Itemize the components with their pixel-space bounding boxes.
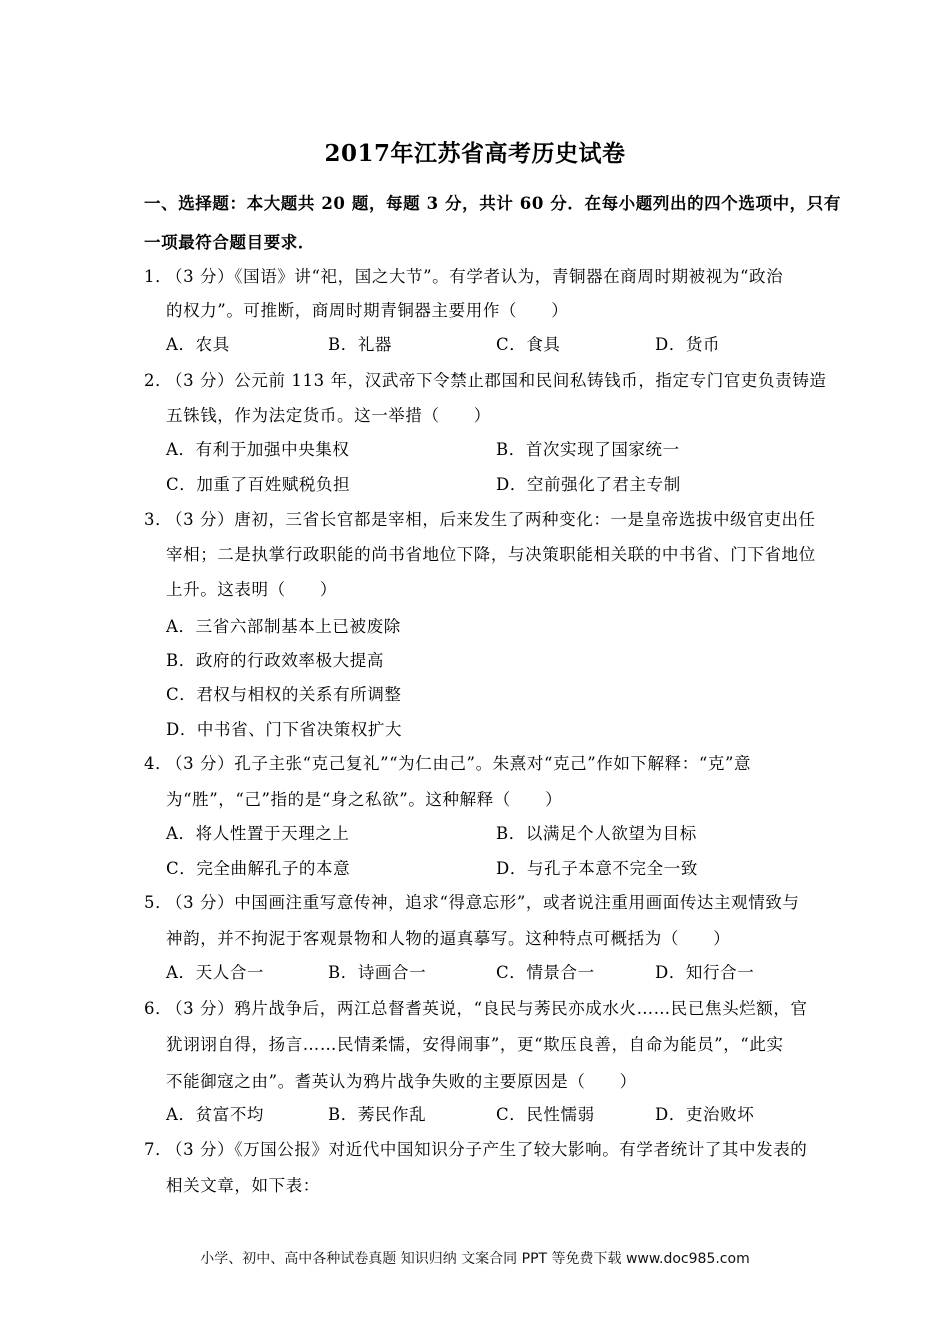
option-a: A．农具 bbox=[166, 335, 230, 354]
question-text-line: （3 分）公元前 113 年，汉武帝下令禁止郡国和民间私铸钱币，指定专门官吏负责铸造 bbox=[166, 371, 827, 390]
option-c: C．情景合一 bbox=[496, 963, 595, 982]
section-heading-line2: 一项最符合题目要求． bbox=[144, 233, 315, 252]
option-b: B．首次实现了国家统一 bbox=[496, 440, 680, 459]
option-a: A．贫富不均 bbox=[166, 1105, 265, 1124]
option-c: C．君权与相权的关系有所调整 bbox=[166, 685, 402, 704]
option-d: D．空前强化了君主专制 bbox=[496, 475, 681, 494]
page-title: 2017年江苏省高考历史试卷 bbox=[324, 140, 626, 167]
question-text-line: （3 分）鸦片战争后，两江总督耆英说，“良民与莠民亦成水火……民已焦头烂额，官 bbox=[166, 999, 808, 1018]
option-b: B．以满足个人欲望为目标 bbox=[496, 824, 697, 843]
option-c: C．加重了百姓赋税负担 bbox=[166, 475, 351, 494]
option-a: A．天人合一 bbox=[166, 963, 265, 982]
question-number: 2． bbox=[144, 371, 173, 390]
question-text-line: 的权力”。可推断，商周时期青铜器主要用作（ ） bbox=[166, 301, 569, 320]
question-text-line: 为“胜”，“己”指的是“身之私欲”。这种解释（ ） bbox=[166, 790, 563, 809]
option-b: B．礼器 bbox=[328, 335, 393, 354]
question-text-line: （3 分）孔子主张“克己复礼”“为仁由己”。朱熹对“克己”作如下解释：“克”意 bbox=[166, 754, 752, 773]
question-number: 6． bbox=[144, 999, 173, 1018]
question-number: 1． bbox=[144, 267, 173, 286]
question-number: 4． bbox=[144, 754, 173, 773]
question-text-line: 五铢钱，作为法定货币。这一举措（ ） bbox=[166, 406, 491, 425]
option-a: A．有利于加强中央集权 bbox=[166, 440, 350, 459]
question-number: 3． bbox=[144, 510, 173, 529]
option-c: C．完全曲解孔子的本意 bbox=[166, 859, 351, 878]
option-d: D．知行合一 bbox=[655, 963, 755, 982]
option-d: D．吏治败坏 bbox=[655, 1105, 755, 1124]
option-c: C．食具 bbox=[496, 335, 561, 354]
question-text-line: 相关文章，如下表： bbox=[166, 1176, 320, 1195]
section-heading-line1: 一、选择题：本大题共 20 题，每题 3 分，共计 60 分．在每小题列出的四个选项中，只有 bbox=[144, 194, 841, 213]
question-text-line: （3 分）中国画注重写意传神，追求“得意忘形”，或者说注重用画面传达主观情致与 bbox=[166, 893, 800, 912]
option-b: B．诗画合一 bbox=[328, 963, 427, 982]
option-d: D．货币 bbox=[655, 335, 721, 354]
option-b: B．莠民作乱 bbox=[328, 1105, 427, 1124]
question-text-line: （3 分）《国语》讲“祀，国之大节”。有学者认为，青铜器在商周时期被视为“政治 bbox=[166, 267, 784, 286]
question-text-line: 犹诩诩自得，扬言……民情柔懦，安得闹事”，更“欺压良善，自命为能员”，“此实 bbox=[166, 1035, 784, 1054]
question-text-line: 不能御寇之由”。耆英认为鸦片战争失败的主要原因是（ ） bbox=[166, 1072, 637, 1091]
question-text-line: （3 分）《万国公报》对近代中国知识分子产生了较大影响。有学者统计了其中发表的 bbox=[166, 1140, 808, 1159]
option-b: B．政府的行政效率极大提高 bbox=[166, 651, 384, 670]
option-c: C．民性懦弱 bbox=[496, 1105, 595, 1124]
footer-watermark-text: 小学、初中、高中各种试卷真题 知识归纳 文案合同 PPT 等免费下载 www.doc985.com bbox=[200, 1251, 750, 1267]
question-text-line: （3 分）唐初，三省长官都是宰相，后来发生了两种变化：一是皇帝选拔中级官吏出任 bbox=[166, 510, 816, 529]
option-a: A．三省六部制基本上已被废除 bbox=[166, 617, 401, 636]
question-text-line: 神韵，并不拘泥于客观景物和人物的逼真摹写。这种特点可概括为（ ） bbox=[166, 929, 731, 948]
option-d: D．与孔子本意不完全一致 bbox=[496, 859, 698, 878]
question-text-line: 宰相；二是执掌行政职能的尚书省地位下降，与决策职能相关联的中书省、门下省地位 bbox=[166, 545, 816, 564]
option-a: A．将人性置于天理之上 bbox=[166, 824, 350, 843]
question-text-line: 上升。这表明（ ） bbox=[166, 580, 337, 599]
question-number: 7． bbox=[144, 1140, 173, 1159]
question-number: 5． bbox=[144, 893, 173, 912]
option-d: D．中书省、门下省决策权扩大 bbox=[166, 720, 403, 739]
